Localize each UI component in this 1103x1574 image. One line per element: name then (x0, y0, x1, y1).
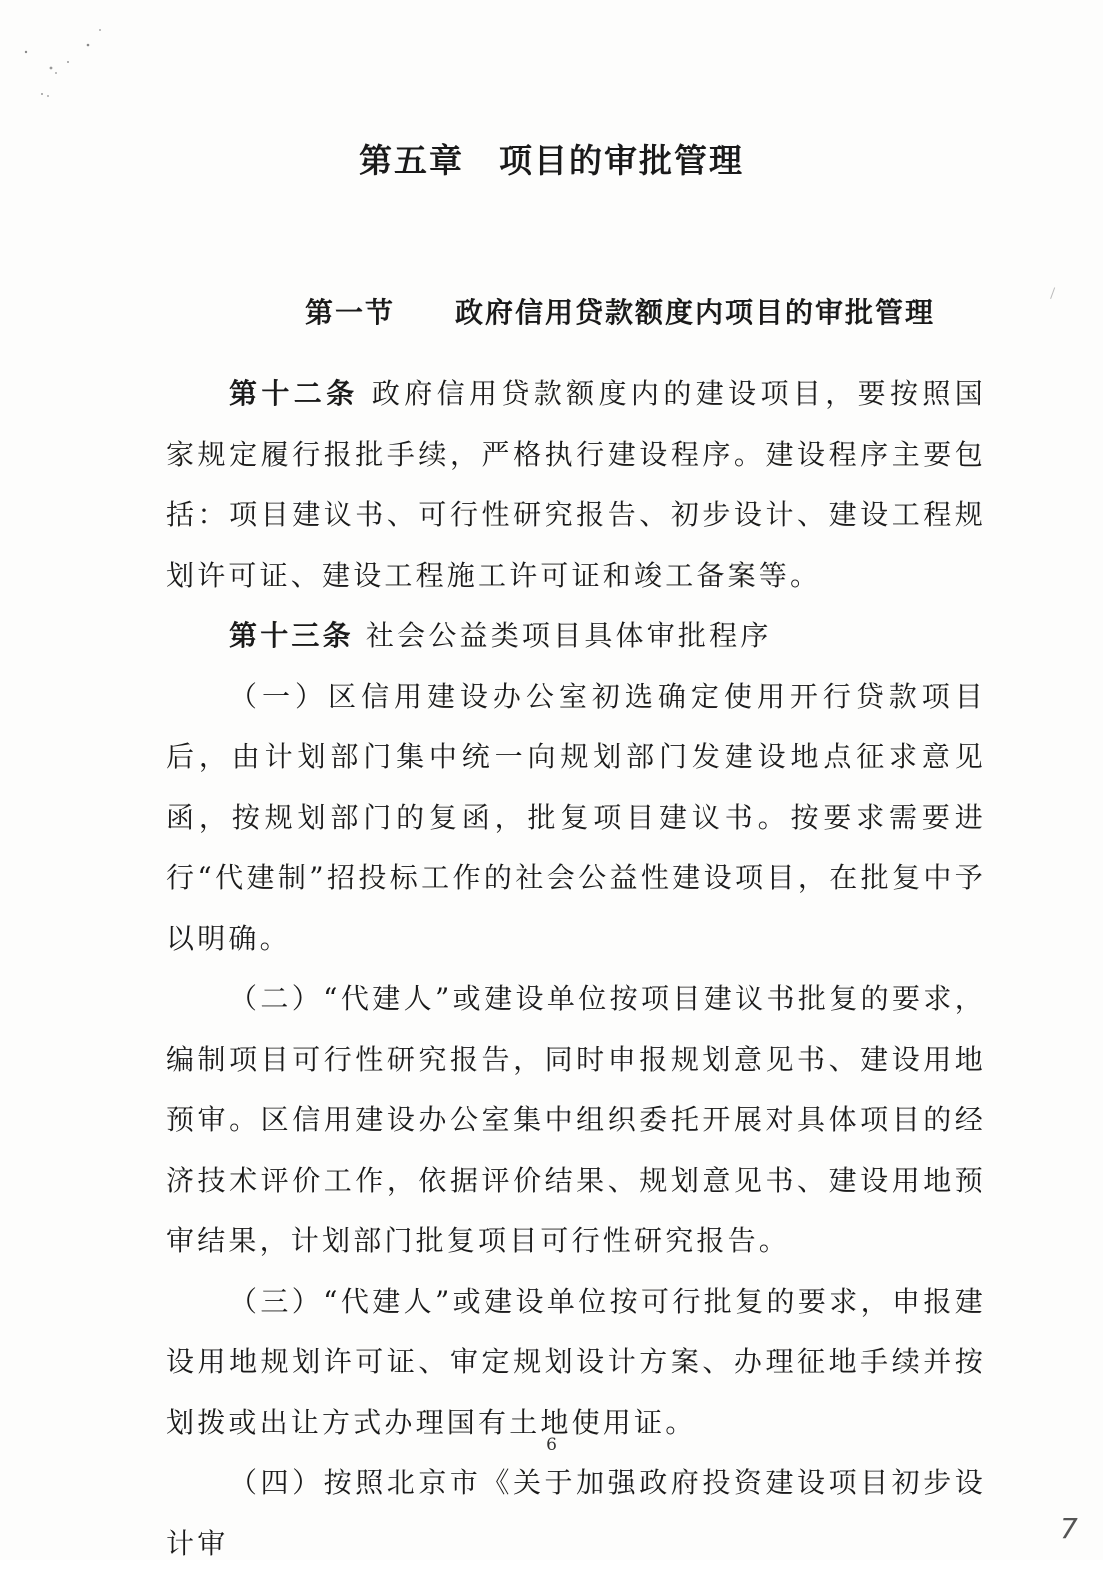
paragraph-text: 社会公益类项目具体审批程序 (365, 619, 772, 652)
article-12-paragraph (166, 364, 986, 606)
handwritten-sheet-number: 7 (1060, 1512, 1078, 1545)
article-13-paragraph (166, 606, 986, 667)
paragraph-text: （一）区信用建设办公室初选确定使用开行贷款项目后，由计划部门集中统一向规划部门发建设地点征求意见函，按规划部门的复函，批复项目建议书。按要求需要进行“代建制”招投标工作的社会公益性建设项目，在批复中予以明确。 (166, 679, 986, 955)
paragraph-text: （四）按照北京市《关于加强政府投资建设项目初步设计审 (166, 1466, 986, 1560)
paragraph-text: 政府信用贷款额度内的建设项目，要按照国家规定履行报批手续，严格执行建设程序。建设程序主要包括：项目建议书、可行性研究报告、初步设计、建设工程规划许可证、建设工程施工许可证和竣工备案等。 (166, 377, 986, 592)
clause-1-paragraph (166, 667, 986, 970)
paragraph-text: （三）“代建人”或建设单位按可行批复的要求，申报建设用地规划许可证、审定规划设计方案、办理征地手续并按划拨或出让方式办理国有土地使用证。 (166, 1284, 986, 1439)
clause-2-paragraph (166, 969, 986, 1272)
article-label: 第十三条 (229, 619, 354, 652)
article-label: 第十二条 (229, 377, 359, 410)
section-heading (258, 258, 935, 364)
section-number: 第一节 (305, 296, 396, 329)
page-number: 6 (546, 1435, 557, 1455)
scan-specks (20, 20, 120, 110)
section-title: 政府信用贷款额度内项目的审批管理 (455, 296, 936, 329)
scan-edge-mark (1050, 287, 1060, 300)
clause-3-paragraph (166, 1272, 986, 1454)
chapter-title: 第五章 项目的审批管理 (359, 141, 744, 180)
body-text (166, 364, 986, 1574)
paragraph-text: （二）“代建人”或建设单位按项目建议书批复的要求，编制项目可行性研究报告，同时申报规划意见书、建设用地预审。区信用建设办公室集中组织委托开展对具体项目的经济技术评价工作，依据评价结果、规划意见书、建设用地预审结果，计划部门批复项目可行性研究报告。 (166, 982, 986, 1257)
clause-4-paragraph (166, 1453, 986, 1574)
